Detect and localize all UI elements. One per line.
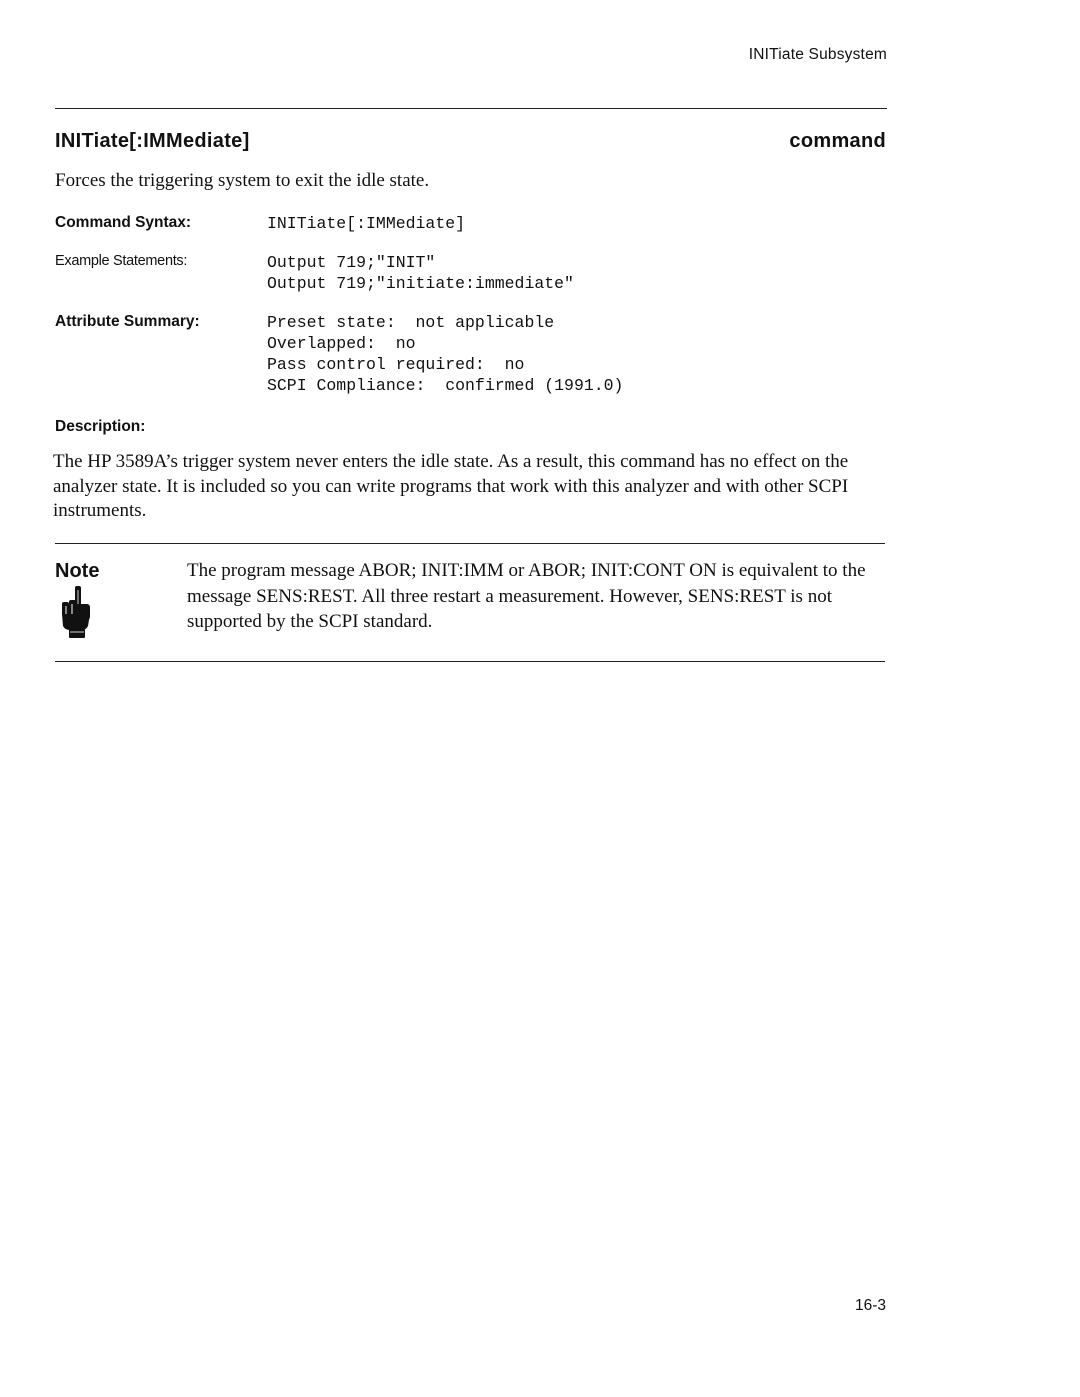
note-text: The program message ABOR; INIT:IMM or ABOR; INIT:CONT ON is equivalent to the message SENS:REST. All three restart a measurement. However, SENS:REST is not supported by the SCPI standard. xyxy=(187,560,866,632)
syntax-value: INITiate[:IMMediate] xyxy=(267,214,466,233)
note-bottom-rule xyxy=(55,661,885,662)
description-text: The HP 3589A’s trigger system never enters the idle state. As a result, this command has no effect on the analyzer state. It is included so you can write programs that work with this analyzer and with other SCPI instruments. xyxy=(53,451,849,521)
section-title: INITiate[:IMMediate] xyxy=(55,130,250,152)
section-summary: Forces the triggering system to exit the idle state. xyxy=(55,170,430,191)
note-top-rule xyxy=(55,543,885,544)
header-rule xyxy=(55,108,887,109)
running-header: INITiate Subsystem xyxy=(748,46,887,63)
attribute-line-2: Overlapped: no xyxy=(267,334,416,353)
page-number: 16-3 xyxy=(854,1297,886,1314)
attribute-line-4: SCPI Compliance: confirmed (1991.0) xyxy=(267,376,624,395)
examples-label: Example Statements: xyxy=(55,253,188,269)
description-label: Description: xyxy=(55,418,146,435)
note-label: Note xyxy=(55,560,100,582)
syntax-label: Command Syntax: xyxy=(55,214,192,231)
attributes-label: Attribute Summary: xyxy=(55,313,200,330)
section-type: command xyxy=(789,130,886,152)
pointing-hand-icon xyxy=(58,586,94,638)
attribute-line-1: Preset state: not applicable xyxy=(267,313,555,332)
example-line-2: Output 719;"initiate:immediate" xyxy=(267,274,574,293)
attribute-line-3: Pass control required: no xyxy=(267,355,525,374)
example-line-1: Output 719;"INIT" xyxy=(267,253,436,272)
